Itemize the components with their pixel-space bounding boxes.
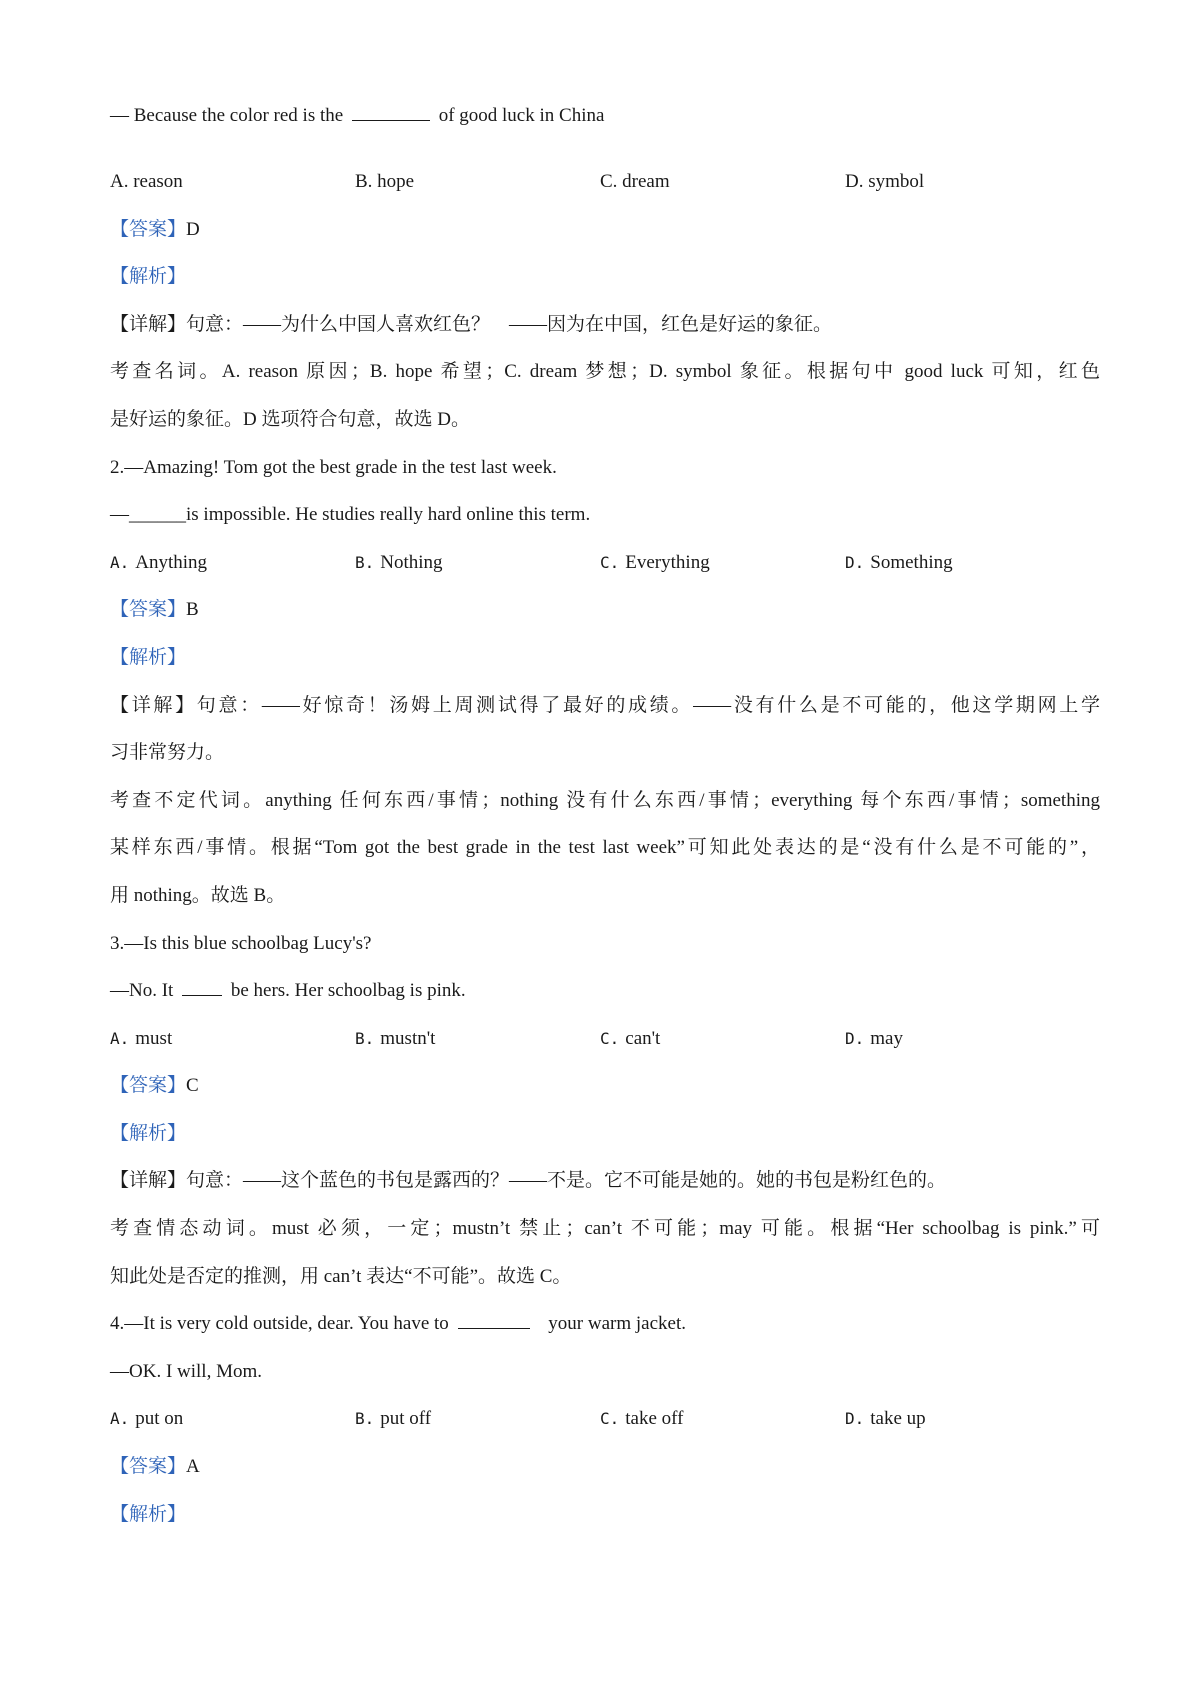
detail-tag: 【详解】 [110,1170,187,1192]
q2-explain-1: 考查不定代词。anything 任何东西/事情；nothing 没有什么东西/事情；everything 每个东西/事情；something [110,789,1100,811]
option-text: must [135,1027,173,1049]
q2-explain-3: 用 nothing。故选 B。 [110,884,286,906]
analysis-tag: 【解析】 [110,1503,187,1525]
option-letter: D. [845,552,865,572]
q4-stem-text: 4.—It is very cold outside, dear. You have to [110,1313,449,1335]
q4-blank [458,1310,530,1329]
option-letter: A. [110,1028,130,1048]
q4-stem-text-end: your warm jacket. [548,1313,686,1335]
option-letter: B. [355,552,375,572]
option-letter: C. [600,1028,620,1048]
q4-analysis [110,1491,1100,1539]
q3-reply-text-end: be hers. Her schoolbag is pink. [230,980,466,1002]
q1-options [110,158,1100,206]
q1-reply-text-end: of good luck in China [438,105,605,126]
q3-detail [110,1157,1100,1205]
q3-answer [110,1062,1100,1110]
option-letter: D. [845,1028,865,1048]
q3-blank [182,977,222,996]
q1-blank [352,102,430,121]
q2-option-b [355,539,600,587]
answer-tag: 【答案】 [110,218,187,240]
q3-explain-1: 考查情态动词。must 必须，一定；mustn’t 禁止；can’t 不可能；may 可能。根据“Her schoolbag is pink.”可 [110,1218,1100,1240]
option-letter: B. [355,1028,375,1048]
q4-option-c [600,1395,845,1443]
option-text: take up [870,1408,926,1430]
option-text: can't [625,1027,661,1049]
q1-option-d: D. symbol [845,171,925,192]
q3-explain-2: 知此处是否定的推测，用 can’t 表达“不可能”。故选 C。 [110,1265,572,1287]
q2-answer [110,586,1100,634]
analysis-tag: 【解析】 [110,1122,187,1144]
q1-detail [110,301,1100,349]
q3-analysis [110,1110,1100,1158]
q2-options [110,539,1100,587]
q1-explain-2: 是好运的象征。D 选项符合句意，故选 D。 [110,408,470,430]
q2-option-c [600,539,845,587]
option-text: Nothing [380,551,443,573]
detail-tag: 【详解】 [110,313,187,335]
q3-reply-text: —No. It [110,980,174,1002]
option-letter: C. [600,552,620,572]
q3-option-c [600,1015,845,1063]
q4-option-b [355,1395,600,1443]
q1-option-a: A. reason [110,171,183,192]
q2-detail-text: 句意：——好惊奇！汤姆上周测试得了最好的成绩。——没有什么是不可能的，他这学期网上学 [196,694,1100,716]
q1-option-b: B. hope [355,171,415,192]
option-letter: C. [600,1409,620,1429]
answer-tag: 【答案】 [110,1075,187,1097]
q3-answer-value: C [186,1075,199,1097]
q2-explain-2: 某样东西/事情。根据“Tom got the best grade in the test last week”可知此处表达的是“没有什么是不可能的”， [110,837,1100,859]
q3-detail-text: 句意：——这个蓝色的书包是露西的？——不是。它不可能是她的。她的书包是粉红色的。 [186,1170,947,1192]
option-letter: B. [355,1409,375,1429]
q2-option-a [110,539,355,587]
option-text: take off [625,1408,684,1430]
q1-answer-value: D [186,218,200,240]
q4-options [110,1395,1100,1443]
q2-option-d [845,539,1090,587]
q1-analysis [110,253,1100,301]
answer-tag: 【答案】 [110,1456,187,1478]
analysis-tag: 【解析】 [110,266,187,288]
q3-option-d [845,1015,1090,1063]
q4-reply: —OK. I will, Mom. [110,1360,262,1382]
q1-explain-1: 考查名词。A. reason 原因；B. hope 希望；C. dream 梦想；D. symbol 象征。根据句中 good luck 可知，红色 [110,361,1100,383]
option-text: mustn't [380,1027,436,1049]
q1-detail-text: 句意：——为什么中国人喜欢红色？ ——因为在中国，红色是好运的象征。 [186,313,833,335]
q4-stem [110,1300,1100,1348]
option-text: put on [135,1408,184,1430]
option-letter: D. [845,1409,865,1429]
q2-detail-2: 习非常努力。 [110,742,225,764]
option-text: Anything [135,551,208,573]
answer-tag: 【答案】 [110,599,187,621]
q3-options [110,1015,1100,1063]
q2-answer-value: B [186,599,199,621]
q2-detail-1 [110,682,1100,730]
detail-tag: 【详解】 [110,694,197,716]
q3-option-a [110,1015,355,1063]
q1-option-c: C. dream [600,171,670,192]
option-text: may [870,1027,903,1049]
q4-option-a [110,1395,355,1443]
q2-stem: 2.—Amazing! Tom got the best grade in the test last week. [110,456,557,478]
q1-answer [110,206,1100,254]
q3-option-b [355,1015,600,1063]
q4-answer [110,1443,1100,1491]
q2-analysis [110,634,1100,682]
q4-answer-value: A [186,1456,200,1478]
q3-stem: 3.—Is this blue schoolbag Lucy's? [110,932,372,954]
option-text: Everything [625,551,710,573]
q1-reply [110,96,1100,136]
option-letter: A. [110,1409,130,1429]
option-text: put off [380,1408,432,1430]
q1-reply-text: — Because the color red is the [110,105,344,126]
q3-reply [110,967,1100,1015]
document-page [110,96,1100,1538]
option-text: Something [870,551,953,573]
analysis-tag: 【解析】 [110,646,187,668]
q4-option-d [845,1395,1090,1443]
q2-reply: —______is impossible. He studies really hard online this term. [110,504,591,526]
option-letter: A. [110,552,130,572]
